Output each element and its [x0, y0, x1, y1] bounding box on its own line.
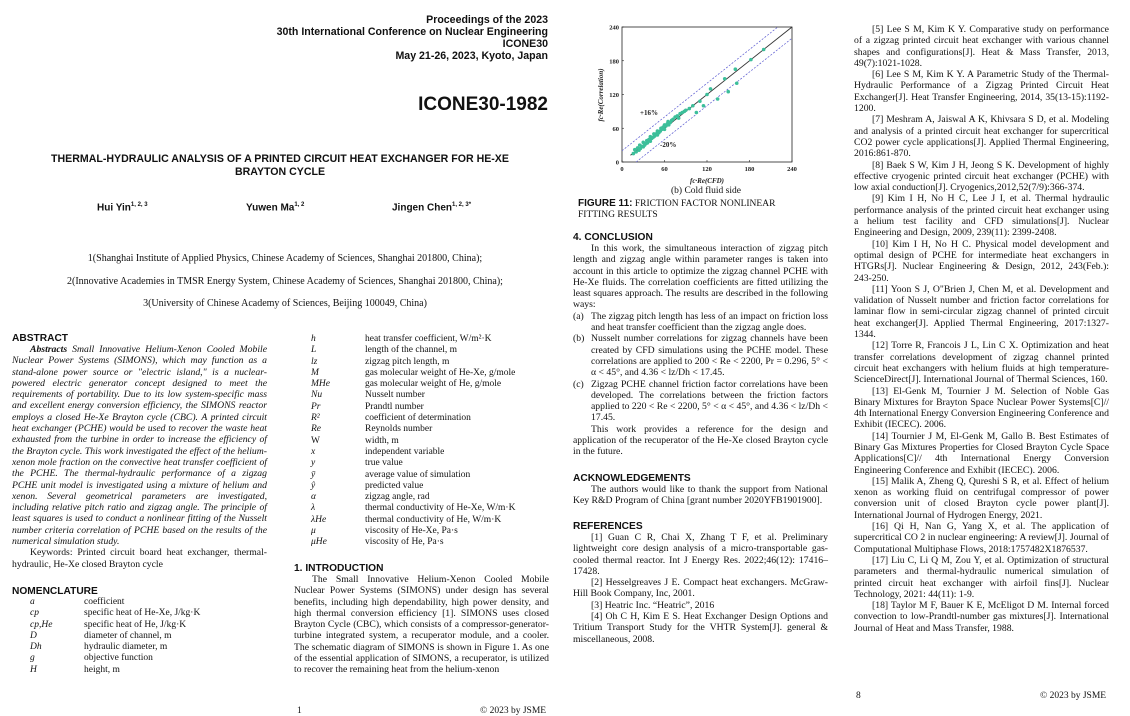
reference-item: [6] Lee S M, Kim K Y. A Parametric Study of the Thermal-Hydraulic Performance of a Zigzag Printed Circuit Heat Exchanger[J]. Heat Transfer Engineering, 2014, 35(13-15):1192-1200. — [854, 69, 1109, 115]
nom-symbol: α — [311, 492, 316, 503]
nomenclature-row — [293, 424, 563, 435]
data-point — [687, 107, 691, 111]
reference-item: [15] Malik A, Zheng Q, Qureshi S R, et al. Effect of helium xenon as working fluid on centrifugal compressor of power conversion unit of closed Brayton cycle power plant[J]. International Journal of Hydrogen Energy, 2021. — [854, 475, 1109, 521]
item-label: (b) — [573, 333, 585, 345]
y-tick-label: 120 — [609, 92, 619, 99]
item-text: The zigzag pitch length has less of an impact on friction loss and heat transfer coefficient than the zigzag angle does. — [591, 310, 828, 334]
conclusion-intro: In this work, the simultaneous interaction of zigzag pitch length and zigzag angle within parameter ranges is taken into account in this article to optimize the zigzag channel PCHE with He-Xe fluids. The correlation coefficients are fitted utilizing the least squares approach. The results are described in the following ways: — [573, 243, 828, 311]
item-label: (a) — [573, 310, 584, 322]
nom-symbol: λHe — [311, 514, 327, 525]
annotation-plus16: +16% — [640, 109, 658, 117]
conclusion-heading: 4. CONCLUSION — [573, 232, 653, 243]
nom-symbol: y — [311, 458, 316, 469]
data-point — [735, 81, 739, 85]
abstract-lead: Abstracts — [30, 344, 68, 355]
reference-item: [16] Qi H, Nan G, Yang X, et al. The application of supercritical CO 2 in nuclear engineering: A review[J]. Journal of Computational Multiphase Flows, 2018:1757482X1876537. — [854, 521, 1109, 555]
conclusion-item — [573, 311, 828, 334]
data-point — [723, 77, 727, 81]
nomenclature-row — [12, 608, 267, 619]
nom-symbol: g — [30, 653, 35, 664]
nom-desc: gas molecular weight of He, g/mole — [365, 379, 502, 390]
proceedings-line: May 21-26, 2023, Kyoto, Japan — [395, 50, 548, 62]
nomenclature-row — [12, 620, 267, 631]
nom-symbol: x — [311, 446, 316, 457]
data-point — [684, 108, 688, 112]
nom-desc: length of the channel, m — [365, 345, 458, 356]
nomenclature-row — [12, 597, 267, 608]
nom-symbol: Re — [311, 424, 322, 435]
page-number: 8 — [856, 691, 861, 701]
x-tick-label: 60 — [661, 166, 668, 173]
data-point — [677, 116, 681, 120]
reference-item: [11] Yoon S J, O"Brien J, Chen M, et al. Development and validation of Nusselt number and friction factor correlations for laminar flow in semi-circular zigzag channel of printed circuit heat exchanger[J]. Applied Thermal Engineering, 2017:1327-1344. — [854, 283, 1109, 341]
author-sup: 1, 2, 3* — [452, 202, 472, 208]
nomenclature-row — [12, 665, 267, 676]
nomenclature-heading: NOMENCLATURE — [12, 586, 98, 597]
nom-symbol: μ — [311, 526, 316, 537]
author-name: Yuwen Ma — [246, 202, 295, 214]
nomenclature-row — [293, 537, 563, 548]
reference-item: [4] Oh C H, Kim E S. Heat Exchanger Design Options and Tritium Transport Study for the VHTR System[J]. general & miscellaneous, 2008. — [573, 611, 828, 645]
item-text: Zigzag PCHE channel friction factor correlations have been developed. The correlations between the friction factors applied to 220 < Re < 2200, 5° < α < 45°, and 4.36 < lz/Dh < 17.45. — [591, 378, 828, 424]
nomenclature-row — [293, 526, 563, 537]
nom-symbol: cp,He — [30, 619, 53, 630]
proceedings-header — [277, 14, 548, 62]
abstract-heading: ABSTRACT — [12, 333, 69, 344]
nomenclature-row — [293, 379, 563, 390]
author-name: Hui Yin — [97, 202, 131, 214]
y-tick-label: 240 — [609, 24, 619, 32]
figure-caption — [578, 198, 808, 221]
nomenclature-row — [293, 334, 563, 345]
data-point — [716, 97, 720, 101]
acknowledgements-heading: ACKNOWLEDGEMENTS — [573, 473, 691, 484]
nom-desc: viscosity of He-Xe, Pa·s — [365, 526, 458, 537]
introduction-text: The Small Innovative Helium-Xenon Cooled Mobile Nuclear Power Systems (SIMONS) under design has several benefits, including high dependability, high power density, and high thermal conversion efficiency [1]. SIMONS uses closed Brayton Cycle (CBC), which consists of a compressor-generator-turbine integrated system, a recuperator module, and a cooler. The schematic diagram of SIMONS is shown in Figure 1. As one of the essential application of SIMONS, a recuperator, is utilized to recover the remaining heat from the helium-xenon — [294, 574, 549, 676]
nom-desc: average value of simulation — [365, 469, 471, 480]
reference-item: [3] Heatric Inc. “Heatric”, 2016 — [591, 599, 715, 611]
nomenclature-row — [293, 515, 563, 526]
figure-caption-text: FRICTION FACTOR NONLINEAR FITTING RESULTS — [578, 199, 776, 220]
nom-desc: zigzag angle, rad — [365, 492, 430, 503]
proceedings-line: 30th International Conference on Nuclear Engineering — [276, 26, 548, 38]
nom-desc: viscosity of He, Pa·s — [365, 537, 444, 548]
nom-symbol: λ — [311, 503, 316, 514]
nom-desc: independent variable — [365, 446, 445, 457]
nom-desc: Reynolds number — [365, 424, 433, 435]
nom-desc: specific heat of He, J/kg·K — [84, 619, 187, 630]
nom-symbol: R² — [311, 413, 320, 424]
nom-symbol: cp — [30, 608, 39, 619]
nomenclature-row — [293, 447, 563, 458]
nom-desc: predicted value — [365, 480, 424, 491]
nom-symbol: MHe — [311, 379, 330, 390]
conclusion-item — [573, 333, 828, 378]
nom-symbol: h — [311, 334, 316, 344]
reference-item: [10] Kim I H, No H C. Physical model development and optimal design of PCHE for intermediate heat exchangers in HTGRs[J]. Nuclear Engineering & Design, 2012, 243(Feb.): 243-250. — [854, 238, 1109, 284]
proceedings-line: Proceedings of the 2023 — [426, 14, 548, 26]
conclusion-item — [573, 379, 828, 424]
data-point — [695, 111, 699, 115]
nomenclature-list-continued — [293, 334, 563, 549]
nom-symbol: Dh — [30, 642, 42, 653]
nom-desc: hydraulic diameter, m — [84, 642, 168, 653]
abstract-body: Small Innovative Helium-Xenon Cooled Mobile Nuclear Power Systems (SIMONS), which may function as a stand-alone power source or "electric island," is a nuclear-powered electric generator concept designed to meet the requirements of portability. Due to its low system-specific mass and excellent energy conversion efficiency, the SIMONS reactor employs a closed He-Xe Brayton cycle (CBC). A printed circuit heat exchanger (PCHE) would be used to recover the waste heat exhausted from the turbine in order to increase the efficiency of the Brayton cycle. This work investigated the effect of the helium-xenon mole fraction on the convective heat transfer coefficient of the PCHE. The thermal-hydraulic performance of a zigzag PCHE unit model is investigated using a mixture of helium and xenon. Several geometrical parameters are investigated, including relative pitch ratio and zigzag angle. The principle of least squares is used to conduct a nonlinear fitting of the Nusselt number criteria correlation of PCHE based on the results of the numerical simulation study. — [12, 344, 267, 548]
data-point — [726, 90, 730, 94]
nom-desc: zigzag pitch length, m — [365, 356, 450, 367]
reference-item: [2] Hesselgreaves J E. Compact heat exchangers. McGraw-Hill Book Company, Inc, 2001. — [573, 577, 828, 600]
nom-desc: thermal conductivity of He-Xe, W/m·K — [365, 503, 516, 514]
author-sup: 1, 2 — [294, 202, 305, 208]
nomenclature-row — [293, 368, 563, 379]
nomenclature-row — [12, 631, 267, 642]
reference-item: [12] Torre R, Francois J L, Lin C X. Optimization and heat transfer correlations development of zigzag channel printed circuit heat exchangers with helium fluids at high temperature-ScienceDirect[J]. International Journal of Thermal Sciences, 160. — [854, 340, 1109, 386]
nom-desc: coefficient of determination — [365, 413, 471, 424]
page-number: 1 — [297, 706, 302, 716]
references-heading: REFERENCES — [573, 521, 643, 532]
nom-desc: width, m — [365, 435, 399, 446]
reference-item: [18] Taylor M F, Bauer K E, McEligot D M. Internal forced convection to low-Prandtl-number gas mixtures[J]. International Journal of Heat and Mass Transfer, 1988. — [854, 600, 1109, 634]
acknowledgements-section — [573, 473, 828, 507]
x-tick-label: 240 — [787, 166, 797, 173]
reference-item: [13] El-Genk M, Tournier J M. Selection of Noble Gas Binary Mixtures for Brayton Space Nuclear Power Systems[C]// 4th International Energy Conversion Engineering Conference and Exhibit (IECEC). 2006. — [854, 385, 1109, 431]
author — [246, 202, 304, 213]
item-text: Nusselt number correlations for zigzag channels have been created by CFD simulations using the PCHE model. These correlations are applied to 200 < Re < 2200, Pr = 0.296, 5° < α < 45°, and 4.36 < lz/Dh < 17.45. — [591, 333, 828, 379]
nom-symbol: W — [311, 435, 320, 446]
nom-desc: gas molecular weight of He-Xe, g/mole — [365, 367, 516, 378]
nom-desc: Nusselt number — [365, 390, 425, 401]
nomenclature-row — [293, 492, 563, 503]
reference-item: [1] Guan C R, Chai X, Zhang T F, et al. Preliminary lightweight core design analysis of a micro-transportable gas-cooled thermal reactor. Int J Energy Res. 2022;46(12): 17416–17428. — [573, 532, 828, 577]
author-name: Jingen Chen — [392, 202, 453, 214]
keywords: Keywords: Printed circuit board heat exchanger, thermal-hydraulic, He-Xe closed Brayton cycle — [12, 547, 267, 570]
nomenclature-row — [293, 503, 563, 514]
author-sup: 1, 2, 3 — [130, 202, 148, 208]
nomenclature-row — [293, 458, 563, 469]
data-point — [691, 104, 695, 108]
proceedings-line: ICONE30 — [502, 38, 548, 50]
nomenclature-row — [12, 653, 267, 664]
nom-symbol: D — [30, 630, 37, 641]
conclusion-section — [573, 232, 828, 458]
nom-symbol: ŷ — [311, 480, 316, 491]
references-section — [573, 521, 828, 645]
x-tick-label: 180 — [744, 166, 755, 173]
x-axis-label: fc·Re(CFD) — [689, 177, 725, 185]
data-point — [762, 48, 766, 52]
nomenclature-row — [293, 345, 563, 356]
nomenclature-row — [293, 436, 563, 447]
introduction-heading: 1. INTRODUCTION — [294, 563, 384, 574]
x-tick-label: 0 — [620, 166, 624, 173]
affiliation: 3(University of Chinese Academy of Sciences, Beijing 100049, China) — [143, 298, 427, 309]
nom-symbol: Nu — [311, 390, 323, 401]
y-tick-label: 0 — [615, 159, 619, 167]
abstract-section — [12, 333, 267, 570]
annotation-minus20: -20% — [660, 141, 677, 149]
reference-item: [17] Liu C, Li Q M, Zou Y, et al. Optimization of structural parameters and thermal-hydraulic numerical simulation of printed circuit heat exchanger with airfoil fins[J]. Nuclear Technology, 2021: 44(11): 1-9. — [854, 554, 1109, 600]
data-point — [702, 104, 706, 108]
nom-symbol: ȳ — [311, 469, 316, 480]
nom-desc: heat transfer coefficient, W/m²·K — [365, 334, 492, 344]
y-tick-label: 180 — [609, 58, 619, 66]
copyright: © 2023 by JSME — [480, 706, 547, 716]
nomenclature-list — [12, 597, 267, 676]
paper-title: THERMAL-HYDRAULIC ANALYSIS OF A PRINTED CIRCUIT HEAT EXCHANGER FOR HE-XE BRAYTON CYCLE — [51, 153, 509, 178]
nom-symbol: a — [30, 597, 35, 607]
nom-desc: thermal conductivity of He, W/m·K — [365, 514, 502, 525]
data-point — [749, 58, 753, 62]
figure-subcaption: (b) Cold fluid side — [671, 186, 741, 196]
scatter-plot — [590, 20, 800, 192]
nom-desc: height, m — [84, 664, 120, 675]
nomenclature-row — [293, 402, 563, 413]
author — [97, 202, 148, 213]
nom-symbol: M — [311, 367, 319, 378]
data-point — [698, 99, 702, 103]
nom-symbol: Pr — [311, 401, 321, 412]
paper-id: ICONE30-1982 — [418, 94, 548, 115]
reference-item: [8] Baek S W, Kim J H, Jeong S K. Development of highly effective cryogenic printed circuit heat exchanger (PCHE) with low axial conduction[J]. Cryogenics,2012,52(7/9):366-374. — [854, 159, 1109, 194]
friction-factor-chart — [590, 20, 800, 192]
nom-desc: coefficient — [84, 597, 125, 607]
nomenclature-row — [12, 642, 267, 653]
nom-desc: diameter of channel, m — [84, 630, 172, 641]
nomenclature-row — [293, 481, 563, 492]
acknowledgements-text: The authors would like to thank the support from National Key R&D Program of China [grant number 2020YFB1901900]. — [573, 484, 828, 507]
conclusion-closing: This work provides a reference for the design and application of the recuperator of the He-Xe closed Brayton cycle in the future. — [573, 423, 828, 458]
data-point — [734, 67, 738, 71]
nomenclature-section — [12, 586, 267, 676]
nom-symbol: lz — [311, 356, 318, 367]
reference-item: [9] Kim I H, No H C, Lee J I, et al. Thermal hydraulic performance analysis of the printed circuit heat exchanger using a helium test facility and CFD simulations[J]. Nuclear Engineering and Design, 2009, 239(11): 2399-2408. — [854, 193, 1109, 239]
author — [392, 202, 471, 213]
nom-symbol: H — [30, 664, 37, 675]
reference-item: [5] Lee S M, Kim K Y. Comparative study on performance of a zigzag printed circuit heat exchanger with various channel shapes and configurations[J]. Heat & Mass Transfer, 2013, 49(7):1021-1028. — [854, 24, 1109, 69]
nomenclature-row — [293, 357, 563, 368]
item-label: (c) — [573, 378, 584, 390]
references-continued — [854, 24, 1109, 634]
affiliation: 2(Innovative Academies in TMSR Energy System, Chinese Academy of Sciences, Shanghai 201800, China); — [67, 276, 503, 287]
abstract-text — [12, 344, 267, 547]
nom-desc: true value — [365, 458, 403, 469]
introduction-section — [294, 563, 549, 676]
nom-symbol: L — [311, 345, 317, 356]
nomenclature-row — [293, 470, 563, 481]
nom-symbol: μHe — [311, 537, 327, 548]
reference-item: [14] Tournier J M, El-Genk M, Gallo B. Best Estimates of Binary Gas Mixtures Properties for Closed Brayton Cycle Space Applications[C]// 4th International Energy Conversion Engineering Conference and Exhibit (IECEC). 2006. — [854, 430, 1109, 476]
figure-label: FIGURE 11: — [578, 198, 633, 209]
x-tick-label: 120 — [702, 166, 712, 173]
data-point — [663, 128, 667, 132]
nom-desc: specific heat of He-Xe, J/kg·K — [84, 608, 201, 619]
affiliation: 1(Shanghai Institute of Applied Physics, Chinese Academy of Sciences, Shanghai 201800, China); — [87, 253, 483, 264]
copyright: © 2023 by JSME — [1040, 691, 1107, 701]
reference-item: [7] Meshram A, Jaiswal A K, Khivsara S D, et al. Modeling and analysis of a printed circuit heat exchanger for supercritical CO2 power cycle applications[J]. Applied Thermal Engineering, 2016:861-870. — [854, 114, 1109, 160]
nomenclature-row — [293, 390, 563, 401]
data-point — [705, 93, 709, 97]
y-tick-label: 60 — [612, 125, 619, 133]
y-axis-label: fc·Re(Correlation) — [597, 68, 605, 122]
nomenclature-row — [293, 413, 563, 424]
nom-desc: objective function — [84, 653, 153, 664]
nom-desc: Prandtl number — [365, 401, 424, 412]
data-point — [709, 87, 713, 91]
